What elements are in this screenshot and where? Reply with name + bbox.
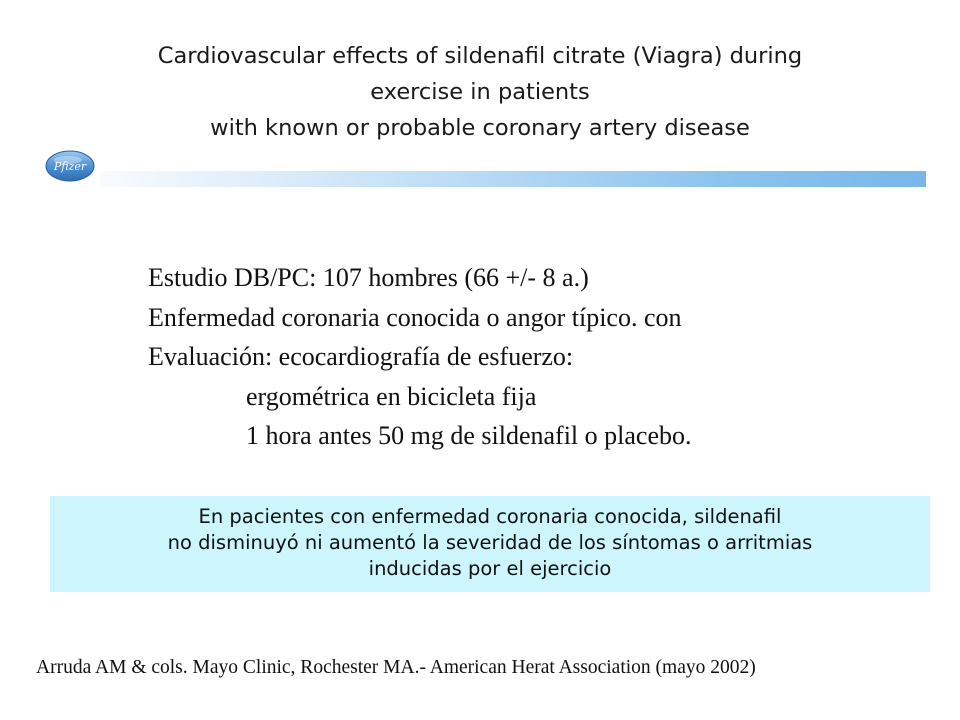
title-divider-bar: [100, 171, 926, 187]
study-line-indented: 1 hora antes 50 mg de sildenafil o placebo.: [246, 421, 692, 450]
conclusion-line: inducidas por el ejercicio: [368, 557, 612, 580]
conclusion-line: En pacientes con enfermedad coronaria conocida, sildenafil: [198, 505, 782, 528]
slide-title-line: with known or probable coronary artery disease: [210, 115, 750, 141]
study-line: Enfermedad coronaria conocida o angor típico. con: [148, 302, 682, 332]
study-line-indented: ergométrica en bicicleta fija: [246, 381, 537, 411]
slide-title-line: exercise in patients: [370, 79, 590, 105]
slide-title-line: Cardiovascular effects of sildenafil citrate (Viagra) during: [157, 43, 803, 69]
citation-footer: Arruda AM & cols. Mayo Clinic, Rochester MA.- American Herat Association (mayo 2002): [36, 657, 756, 678]
svg-text:Pfizer: Pfizer: [53, 160, 87, 173]
study-line: Evaluación: ecocardiografía de esfuerzo:: [148, 342, 574, 371]
pfizer-logo-icon: [44, 146, 96, 186]
conclusion-line: no disminuyó ni aumentó la severidad de los síntomas o arritmias: [167, 531, 813, 554]
slide-title: [90, 38, 870, 146]
study-details: [148, 258, 908, 456]
conclusion-callout: [50, 496, 930, 592]
study-line: Estudio DB/PC: 107 hombres (66 +/- 8 a.): [148, 263, 589, 292]
